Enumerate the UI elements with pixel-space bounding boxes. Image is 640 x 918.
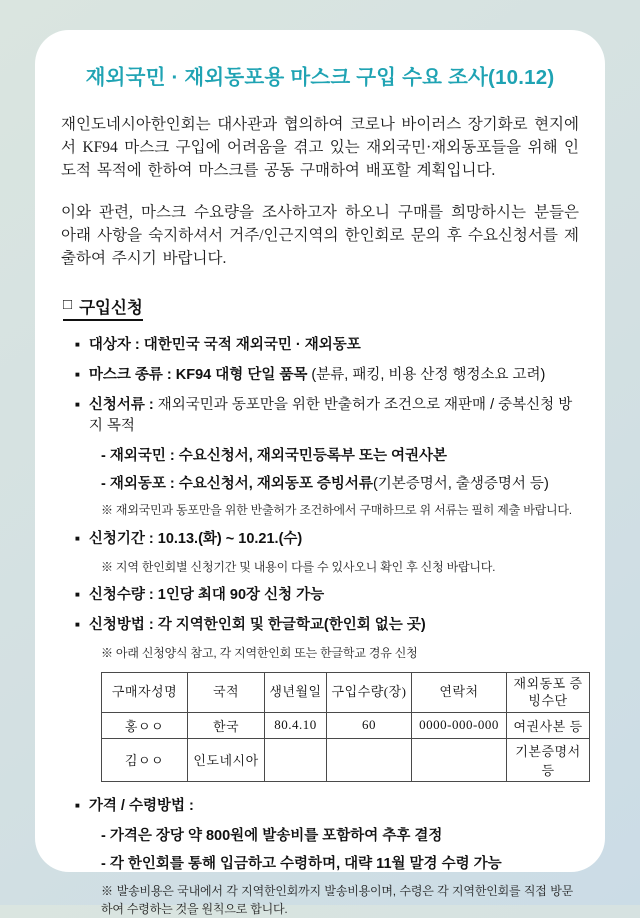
intro-paragraph-1: 재인도네시아한인회는 대사관과 협의하여 코로나 바이러스 장기화로 현지에서 KF94 마스크 구입에 어려움을 겪고 있는 재외국민·재외동포들을 위해 인도적 목적에 한하여 마스크를 공동 구매하여 배포할 계획입니다. (61, 116, 579, 179)
cell-buyer-name: 홍ㅇㅇ (102, 712, 188, 738)
bullet-period-text: 신청기간 : 10.13.(화) ~ 10.21.(수) (88, 530, 303, 547)
col-header-birthdate: 생년월일 (265, 672, 327, 712)
bullet-documents-text: 신청서류 : 재외국민과 동포만을 위한 반출허가 조건으로 재판매 / 중복신청 방지 목적 (88, 396, 573, 434)
sub-item-overseas-national: - 재외국민 : 수요신청서, 재외국민등록부 또는 여권사본 (101, 447, 448, 464)
cell-proof: 여권사본 등 (507, 712, 590, 738)
cell-buyer-name: 김ㅇㅇ (102, 738, 188, 781)
bullet-documents (75, 395, 579, 437)
price-section (61, 796, 579, 918)
intro-paragraph-2: 이와 관련, 마스크 수요량을 조사하고자 하오니 구매를 희망하시는 분들은 아래 사항을 숙지하셔서 거주/인근지역의 한인회로 문의 후 수요신청서를 제출하여 주시기 바랍니다. (61, 203, 579, 267)
bullet-square-icon: ■ (75, 369, 80, 379)
bullet-square-icon: ■ (75, 800, 80, 810)
table-row (102, 738, 590, 781)
document-title: 재외국민 · 재외동포용 마스크 구입 수요 조사(10.12) (85, 66, 555, 89)
table-header-row (102, 672, 590, 712)
cell-nationality: 한국 (188, 712, 265, 738)
period-note: ※ 지역 한인회별 신청기간 및 내용이 다를 수 있사오니 확인 후 신청 바랍니다. (101, 559, 496, 574)
bullet-mask-type-text: 마스크 종류 : KF94 대형 단일 품목 (분류, 패킹, 비용 산정 행정소요 고려) (88, 366, 546, 383)
cell-nationality: 인도네시아 (188, 738, 265, 781)
col-header-contact: 연락처 (412, 672, 507, 712)
col-header-quantity: 구입수량(장) (327, 672, 412, 712)
sub-item-overseas-korean: - 재외동포 : 수요신청서, 재외동포 증빙서류(기본증명서, 출생증명서 등) (101, 475, 549, 492)
cell-quantity: 60 (327, 712, 412, 738)
bullet-square-icon: ■ (75, 533, 80, 543)
table-row (102, 712, 590, 738)
bullet-period (75, 529, 579, 550)
price-item-cost: - 가격은 장당 약 800원에 발송비를 포함하여 추후 결정 (101, 827, 443, 844)
price-item-receipt: - 각 한인회를 통해 입금하고 수령하며, 대략 11월 말경 수령 가능 (101, 855, 502, 872)
bullet-method-text: 신청방법 : 각 지역한인회 및 한글학교(한인회 없는 곳) (88, 617, 426, 634)
col-header-buyer-name: 구매자성명 (102, 672, 188, 712)
bullet-square-icon: ■ (75, 399, 80, 409)
bullet-square-icon: ■ (75, 620, 80, 630)
bullet-quantity (75, 585, 579, 606)
bullet-mask-type (75, 365, 579, 386)
method-note: ※ 아래 신청양식 참고, 각 지역한인회 또는 한글학교 경유 신청 (101, 646, 418, 661)
cell-contact: 0000-000-000 (412, 712, 507, 738)
bullet-price-text: 가격 / 수령방법 : (88, 797, 194, 814)
cell-proof: 기본증명서 등 (507, 738, 590, 781)
square-outline-icon: □ (63, 296, 73, 314)
section-heading-purchase-application (63, 294, 143, 321)
shipping-note: ※ 발송비용은 국내에서 각 지역한인회까지 발송비용이며, 수령은 각 지역한인회를 직접 방문하여 수령하는 것을 원칙으로 합니다. (101, 884, 574, 917)
bullet-price (75, 796, 579, 817)
section-heading-label: 구입신청 (79, 298, 143, 317)
application-form-table (101, 672, 590, 782)
documents-note: ※ 재외국민과 동포만을 위한 반출허가 조건하에서 구매하므로 위 서류는 필히 제출 바랍니다. (101, 503, 572, 518)
col-header-proof: 재외동포 증빙수단 (507, 672, 590, 712)
cell-birthdate (265, 738, 327, 781)
col-header-nationality: 국적 (188, 672, 265, 712)
bullet-target (75, 335, 579, 356)
bullet-square-icon: ■ (75, 590, 80, 600)
bullet-quantity-text: 신청수량 : 1인당 최대 90장 신청 가능 (88, 587, 325, 604)
document-card (35, 30, 605, 917)
cell-quantity (327, 738, 412, 781)
cell-contact (412, 738, 507, 781)
bullet-target-text: 대상자 : 대한민국 국적 재외국민 · 재외동포 (88, 336, 361, 353)
bullet-method (75, 615, 579, 636)
cell-birthdate: 80.4.10 (265, 712, 327, 738)
bullet-square-icon: ■ (75, 339, 80, 349)
